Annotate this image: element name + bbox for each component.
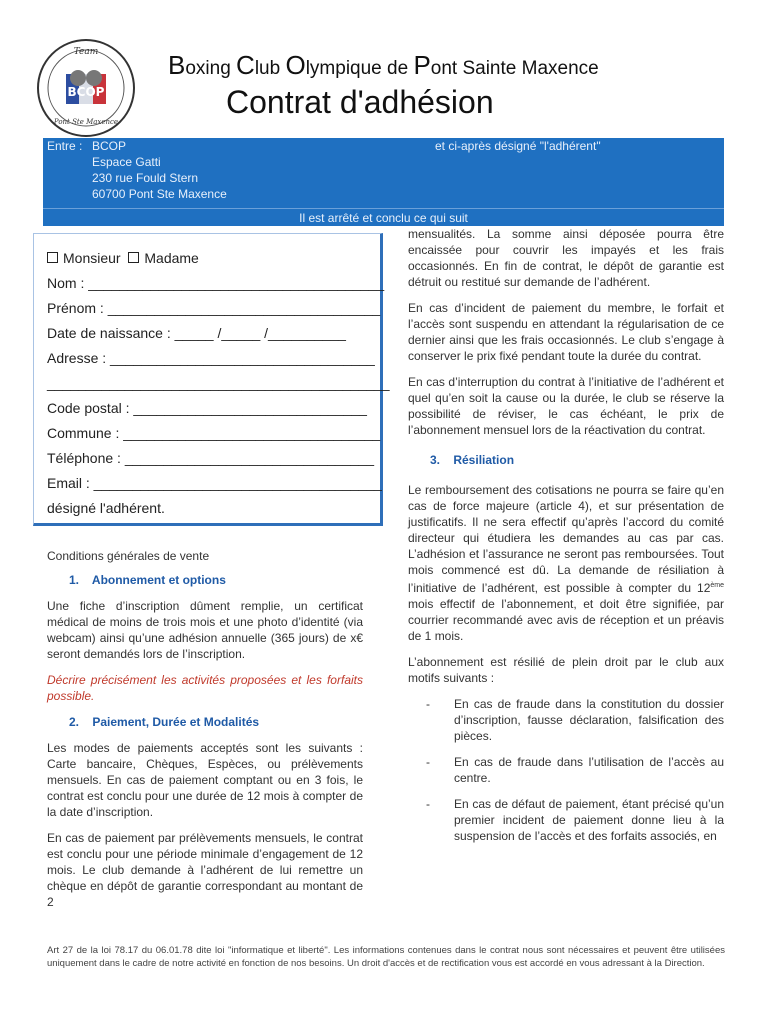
cgv-heading: Conditions générales de vente — [47, 549, 210, 563]
activities-placeholder-text: Décrire précisément les activités proposées et les forfaits possible. — [47, 673, 363, 703]
logo-text-top: Team — [73, 47, 99, 57]
banner-footer-text: Il est arrêté et conclu ce qui suit — [299, 211, 468, 225]
right-column — [408, 226, 724, 854]
termination-intro: L’abonnement est résilié de plein droit par le club aux motifs suivants : — [408, 655, 724, 685]
field-prenom[interactable]: Prénom : ___________________________________ — [47, 300, 381, 316]
section-2-text-2: En cas de paiement par prélèvements mensuels, le contrat est conclu pour une période minimale d’engagement de 12 mois. Le club demande à l’adhérent de lui remettre un chèque en dépôt de garantie correspondant au montant de 2 — [47, 831, 363, 909]
option-monsieur-label: Monsieur — [63, 250, 121, 266]
payment-incident-text: En cas d’incident de paiement du membre, le forfait et l’accès sont suspendu en attendant la régularisation de ce dernier ainsi que les frais occasionnés. Le club s’engage à conserver le prix fixé pendant toute la durée du contrat. — [408, 301, 724, 363]
parties-banner — [43, 138, 724, 226]
logo-text-center: BCOP — [67, 85, 105, 99]
field-adresse[interactable]: Adresse : __________________________________ — [47, 350, 375, 366]
address-line: 60700 Pont Ste Maxence — [92, 187, 227, 201]
field-nom[interactable]: Nom : ______________________________________ — [47, 275, 385, 291]
field-adresse-line2[interactable]: ____________________________________________ — [47, 375, 390, 391]
club-name-cap: B — [168, 50, 186, 80]
interruption-text: En cas d’interruption du contrat à l’initiative de l’adhérent et quel qu’en soit la cause ou la durée, le club se réserve la possibilité de réviser, le cas échéant, le prix de l’abonnement mensuel lors de la réactivation du contrat. — [408, 375, 724, 437]
checkbox-monsieur[interactable] — [47, 252, 58, 263]
section-2-title: 2. Paiement, Durée et Modalités — [69, 715, 260, 729]
checkbox-madame[interactable] — [128, 252, 139, 263]
club-name-cap: O — [285, 50, 306, 80]
field-telephone[interactable]: Téléphone : ________________________________ — [47, 450, 374, 466]
page-title: Contrat d'adhésion — [226, 84, 494, 120]
field-code-postal[interactable]: Code postal : ______________________________ — [47, 400, 367, 416]
legal-footer: Art 27 de la loi 78.17 du 06.01.78 dite loi "informatique et liberté". Les informations contenues dans le contrat nous sont nécessaires et peuvent être utilisées uniquement dans le cadre de notre activité en fonction de nos besoins. Un droit d'accès et de rectification vous est accordé en vous adressant à la Direction. — [47, 945, 725, 969]
address-line: Espace Gatti — [92, 155, 161, 169]
section-2-text-1: Les modes de paiements acceptés sont les suivants : Carte bancaire, Chèques, Espèces, ou prélèvements mensuels. En cas de paiement comptant ou en 3 fois, le contrat est conclu pour une durée de 12 mois à compter de la date d’inscription. — [47, 741, 363, 819]
ordinal-suffix: ème — [710, 582, 724, 589]
refund-text-part: mois effectif de l’abonnement, et doit être signifiée, par courrier recommandé avec avis de réception et un préavis de 1 mois. — [408, 597, 724, 643]
termination-reason: - En cas de défaut de paiement, étant précisé qu’un premier incident de paiement donne lieu à la suspension de l’accès et des forfaits associés, en — [408, 796, 724, 844]
refund-text-part: Le remboursement des cotisations ne pourra se faire qu’en cas de force majeure (article 4), et sur présentation de justificatifs. Il ne sera effectif qu’après l’accord du comité directeur qui étudiera les demandes au cas par cas. L’adhésion et l’assurance ne seront pas remboursées. Tout mois commencé est dû. La demande de résiliation à l’initiative de l’adhérent, est possible à compter du 12 — [408, 483, 724, 595]
designation-text: désigné l'adhérent. — [47, 500, 165, 516]
section-3-title: 3. Résiliation — [430, 453, 515, 467]
club-address-block — [47, 138, 227, 202]
banner-divider — [43, 208, 724, 209]
club-logo — [36, 38, 136, 138]
logo-text-bottom: Pont Ste Maxence — [53, 118, 119, 126]
adherent-designation: et ci-après désigné "l'adhérent" — [435, 139, 601, 153]
club-name-cap: P — [413, 50, 431, 80]
field-date-naissance[interactable]: Date de naissance : _____ /_____ /__________ — [47, 325, 346, 341]
club-name-part: lympique de — [305, 58, 414, 79]
option-madame-label: Madame — [144, 250, 199, 266]
section-1-text: Une fiche d’inscription dûment remplie, un certificat médical de moins de trois mois et une photo d’identité (via webcam) ainsi qu’une adhésion annuelle (365 jours) de x€ seront demandés lors de l’inscription. — [47, 599, 363, 661]
deposit-text: mensualités. La somme ainsi déposée pourra être encaissée pour couvrir les impayés et les frais occasionnés. En fin de contrat, le dépôt de garantie est détruit ou restitué sur demande de l’adhérent. — [408, 227, 724, 289]
field-commune[interactable]: Commune : _________________________________ — [47, 425, 381, 441]
club-name-cap: C — [236, 50, 255, 80]
refund-text — [408, 482, 724, 644]
civility-options — [47, 250, 199, 266]
entre-label: Entre : — [47, 139, 83, 153]
club-name-part: ont Sainte Maxence — [430, 58, 599, 79]
address-line: BCOP — [92, 139, 127, 153]
termination-reason: - En cas de fraude dans l’utilisation de l’accès au centre. — [408, 754, 724, 786]
termination-reason: - En cas de fraude dans la constitution du dossier d’inscription, fausse déclaration, falsification des pièces. — [408, 696, 724, 744]
club-name — [168, 50, 599, 81]
club-name-part: lub — [254, 58, 286, 79]
field-email[interactable]: Email : _____________________________________ — [47, 475, 382, 491]
address-line: 230 rue Fould Stern — [92, 171, 199, 185]
section-1-title: 1. Abonnement et options — [69, 573, 226, 587]
left-column — [47, 548, 363, 920]
club-name-part: oxing — [185, 58, 237, 79]
